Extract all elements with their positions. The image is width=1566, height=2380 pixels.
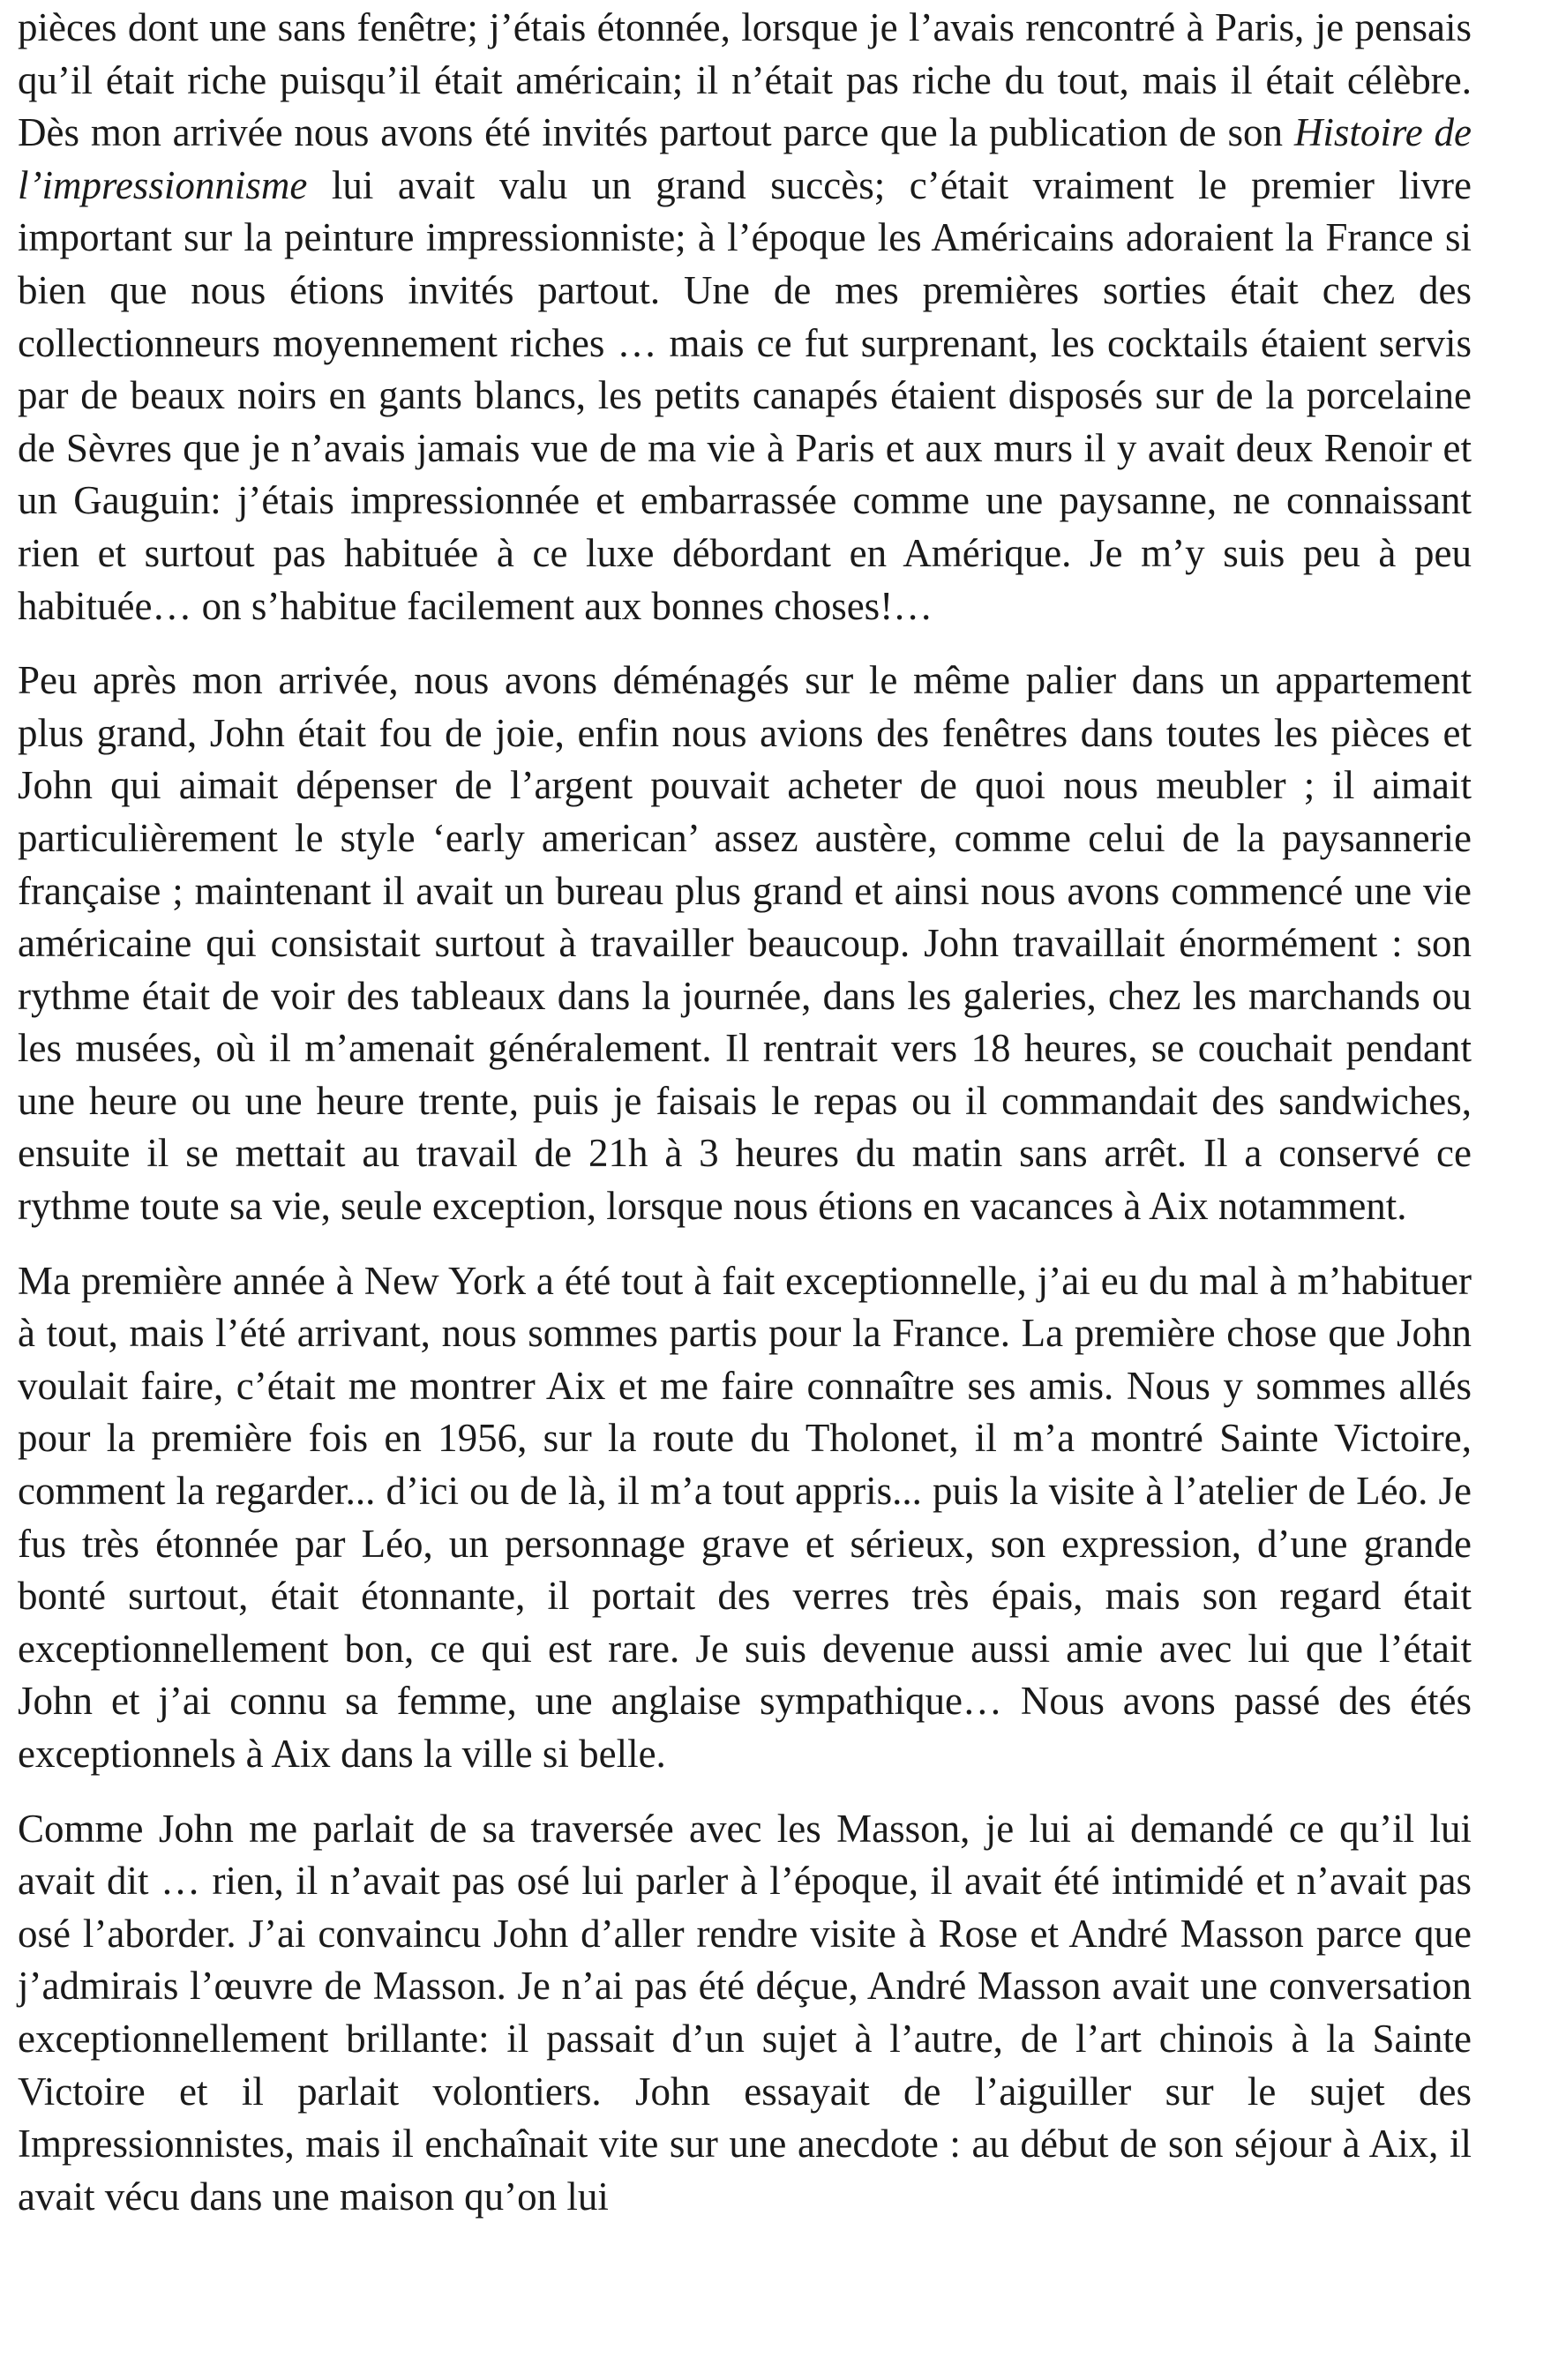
paragraph-1-text-a: pièces dont une sans fenêtre; j’étais étonnée, lorsque je l’avais rencontré à Paris, je pensais qu’il était riche puisqu’il était américain; il n’était pas riche du tout, mais il était célèbre. Dès mon arrivée nous avons été invités partout parce que la publication de son: [18, 5, 1472, 155]
document-page: [18, 2, 1472, 2223]
paragraph-1-text-b: lui avait valu un grand succès; c’était vraiment le premier livre important sur la peinture impressionniste; à l’époque les Américains adoraient la France si bien que nous étions invités partout. Une de mes premières sorties était chez des collectionneurs moyennement riches … mais ce fut surprenant, les cocktails étaient servis par de beaux noirs en gants blancs, les petits canapés étaient disposés sur de la porcelaine de Sèvres que je n’avais jamais vue de ma vie à Paris et aux murs il y avait deux Renoir et un Gauguin: j’étais impressionnée et embarrassée comme une paysanne, ne connaissant rien et surtout pas habituée à ce luxe débordant en Amérique. Je m’y suis peu à peu habituée… on s’habitue facilement aux bonnes choses!…: [18, 162, 1472, 628]
paragraph-2: [18, 655, 1472, 1233]
book-title-histoire-impressionnisme: Histoire de l’impressionnisme: [18, 110, 1472, 207]
paragraph-3-text: Ma première année à New York a été tout à fait exceptionnelle, j’ai eu du mal à m’habituer à tout, mais l’été arrivant, nous sommes partis pour la France. La première chose que John voulait faire, c’était me montrer Aix et me faire connaître ses amis. Nous y sommes allés pour la première fois en 1956, sur la route du Tholonet, il m’a montré Sainte Victoire, comment la regarder... d’ici ou de là, il m’a tout appris... puis la visite à l’atelier de Léo. Je fus très étonnée par Léo, un personnage grave et sérieux, son expression, d’une grande bonté surtout, était étonnante, il portait des verres très épais, mais son regard était exceptionnellement bon, ce qui est rare. Je suis devenue aussi amie avec lui que l’était John et j’ai connu sa femme, une anglaise sympathique… Nous avons passé des étés exceptionnels à Aix dans la ville si belle.: [18, 1258, 1472, 1776]
paragraph-4-text: Comme John me parlait de sa traversée avec les Masson, je lui ai demandé ce qu’il lui avait dit … rien, il n’avait pas osé lui parler à l’époque, il avait été intimidé et n’avait pas osé l’aborder. J’ai convaincu John d’aller rendre visite à Rose et André Masson parce que j’admirais l’œuvre de Masson. Je n’ai pas été déçue, André Masson avait une conversation exceptionnellement brillante: il passait d’un sujet à l’autre, de l’art chinois à la Sainte Victoire et il parlait volontiers. John essayait de l’aiguiller sur le sujet des Impressionnistes, mais il enchaînait vite sur une anecdote : au début de son séjour à Aix, il avait vécu dans une maison qu’on lui: [18, 1806, 1472, 2219]
paragraph-3: [18, 1255, 1472, 1781]
paragraph-1: [18, 2, 1472, 632]
paragraph-4: [18, 1803, 1472, 2224]
paragraph-2-text: Peu après mon arrivée, nous avons déménagés sur le même palier dans un appartement plus grand, John était fou de joie, enfin nous avions des fenêtres dans toutes les pièces et John qui aimait dépenser de l’argent pouvait acheter de quoi nous meubler ; il aimait particulièrement le style ‘early american’ assez austère, comme celui de la paysannerie française ; maintenant il avait un bureau plus grand et ainsi nous avons commencé une vie américaine qui consistait surtout à travailler beaucoup. John travaillait énormément : son rythme était de voir des tableaux dans la journée, dans les galeries, chez les marchands ou les musées, où il m’amenait généralement. Il rentrait vers 18 heures, se couchait pendant une heure ou une heure trente, puis je faisais le repas ou il commandait des sandwiches, ensuite il se mettait au travail de 21h à 3 heures du matin sans arrêt. Il a conservé ce rythme toute sa vie, seule exception, lorsque nous étions en vacances à Aix notamment.: [18, 658, 1472, 1229]
